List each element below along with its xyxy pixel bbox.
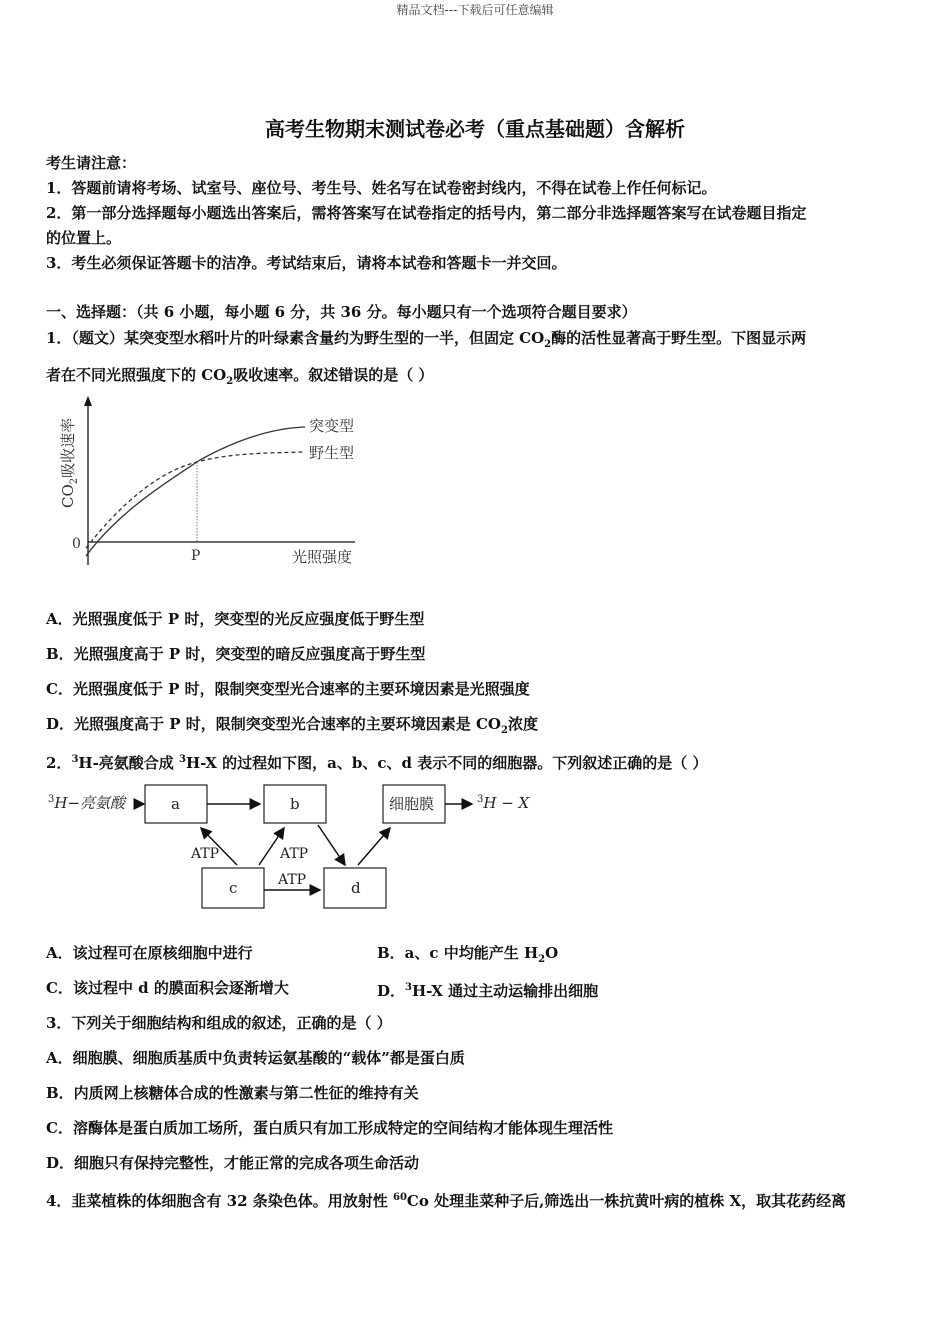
svg-text:CO2吸收速率: $CO_2$吸收速率 <box>59 417 80 508</box>
series-wild-label: 野生型 <box>309 444 355 462</box>
start-label: $^3$H−亮氨酸 <box>48 794 126 812</box>
organelle-d-label: d <box>351 879 361 897</box>
arrow-b-d <box>318 825 345 865</box>
organelle-a-label: a <box>171 795 180 813</box>
q3-option-a[interactable]: A．细胞膜、细胞质基质中负责转运氨基酸的“载体”都是蛋白质 <box>46 1049 465 1067</box>
q1-option-d[interactable]: D．光照强度高于 P 时，限制突变型光合速率的主要环境因素是 $CO_2$浓度 <box>46 715 538 736</box>
q2-option-b[interactable]: B．a、c 中均能产生 $H_2O$ <box>377 944 559 965</box>
notice-item-1: 1．答题前请将考场、试室号、座位号、考生号、姓名写在试卷密封线内，不得在试卷上作任何标记。 <box>46 179 717 197</box>
q1-chart <box>40 390 380 580</box>
atp-label-2: ATP <box>280 846 309 862</box>
p-tick-label: P <box>191 548 201 564</box>
q1-option-a[interactable]: A．光照强度低于 P 时，突变型的光反应强度低于野生型 <box>46 610 425 628</box>
origin-label: 0 <box>72 536 81 552</box>
q3-option-d[interactable]: D．细胞只有保持完整性，才能正常的完成各项生命活动 <box>46 1154 420 1172</box>
notice-heading: 考生请注意： <box>46 154 137 172</box>
q2-option-c[interactable]: C．该过程中 d 的膜面积会逐渐增大 <box>46 979 289 997</box>
organelle-b-label: b <box>290 795 300 813</box>
series-wild-curve <box>86 452 305 548</box>
q1-stem-line2: 者在不同光照强度下的 $CO_2$吸收速率。叙述错误的是（ ） <box>46 366 434 387</box>
arrow-d-membrane <box>358 828 390 865</box>
series-mutant-curve <box>86 427 305 556</box>
q2-diagram <box>40 780 550 920</box>
q3-option-c[interactable]: C．溶酶体是蛋白质加工场所，蛋白质只有加工形成特定的空间结构才能体现生理活性 <box>46 1119 613 1137</box>
q1-option-b[interactable]: B．光照强度高于 P 时，突变型的暗反应强度高于野生型 <box>46 645 426 663</box>
q1-option-c[interactable]: C．光照强度低于 P 时，限制突变型光合速率的主要环境因素是光照强度 <box>46 680 530 698</box>
organelle-c-label: c <box>229 879 238 897</box>
page-title: 高考生物期末测试卷必考（重点基础题）含解析 <box>265 117 685 141</box>
atp-label-3: ATP <box>278 872 307 888</box>
q2-option-a[interactable]: A．该过程可在原核细胞中进行 <box>46 944 253 962</box>
section-heading: 一、选择题：（共 6 小题，每小题 6 分，共 36 分。每小题只有一个选项符合题目要求） <box>46 303 637 321</box>
series-mutant-label: 突变型 <box>309 417 355 435</box>
watermark: 精品文档---下载后可任意编辑 <box>396 3 554 17</box>
cell-membrane-label: 细胞膜 <box>389 795 435 813</box>
end-label: $^3$H − X <box>477 794 530 812</box>
q2-option-d[interactable]: D．$^3$H-X 通过主动运输排出细胞 <box>377 982 599 1000</box>
y-axis-arrow <box>84 396 92 406</box>
q3-stem: 3．下列关于细胞结构和组成的叙述，正确的是（ ） <box>46 1014 392 1032</box>
atp-label-1: ATP <box>191 846 220 862</box>
q1-stem-line1: 1．（题文）某突变型水稻叶片的叶绿素含量约为野生型的一半，但固定 $CO_2$酶的活性显著高于野生型。下图显示两 <box>46 329 807 350</box>
notice-item-2-cont: 的位置上。 <box>46 229 122 247</box>
notice-item-2: 2．第一部分选择题每小题选出答案后，需将答案写在试卷指定的括号内，第二部分非选择题答案写在试卷题目指定 <box>46 204 807 222</box>
notice-item-3: 3．考生必须保证答题卡的洁净。考试结束后，请将本试卷和答题卡一并交回。 <box>46 254 567 272</box>
q2-stem: 2．$^3$H-亮氨酸合成 $^3$H-X 的过程如下图，a、b、c、d 表示不同的细胞器。下列叙述正确的是（ ） <box>46 754 708 772</box>
q4-stem: 4．韭菜植株的体细胞含有 32 条染色体。用放射性 $^{60}$Co 处理韭菜种子后,筛选出一株抗黄叶病的植株 X，取其花药经离 <box>46 1192 847 1210</box>
x-axis-label: 光照强度 <box>292 548 353 566</box>
y-axis-label <box>59 418 80 508</box>
q3-option-b[interactable]: B．内质网上核糖体合成的性激素与第二性征的维持有关 <box>46 1084 419 1102</box>
